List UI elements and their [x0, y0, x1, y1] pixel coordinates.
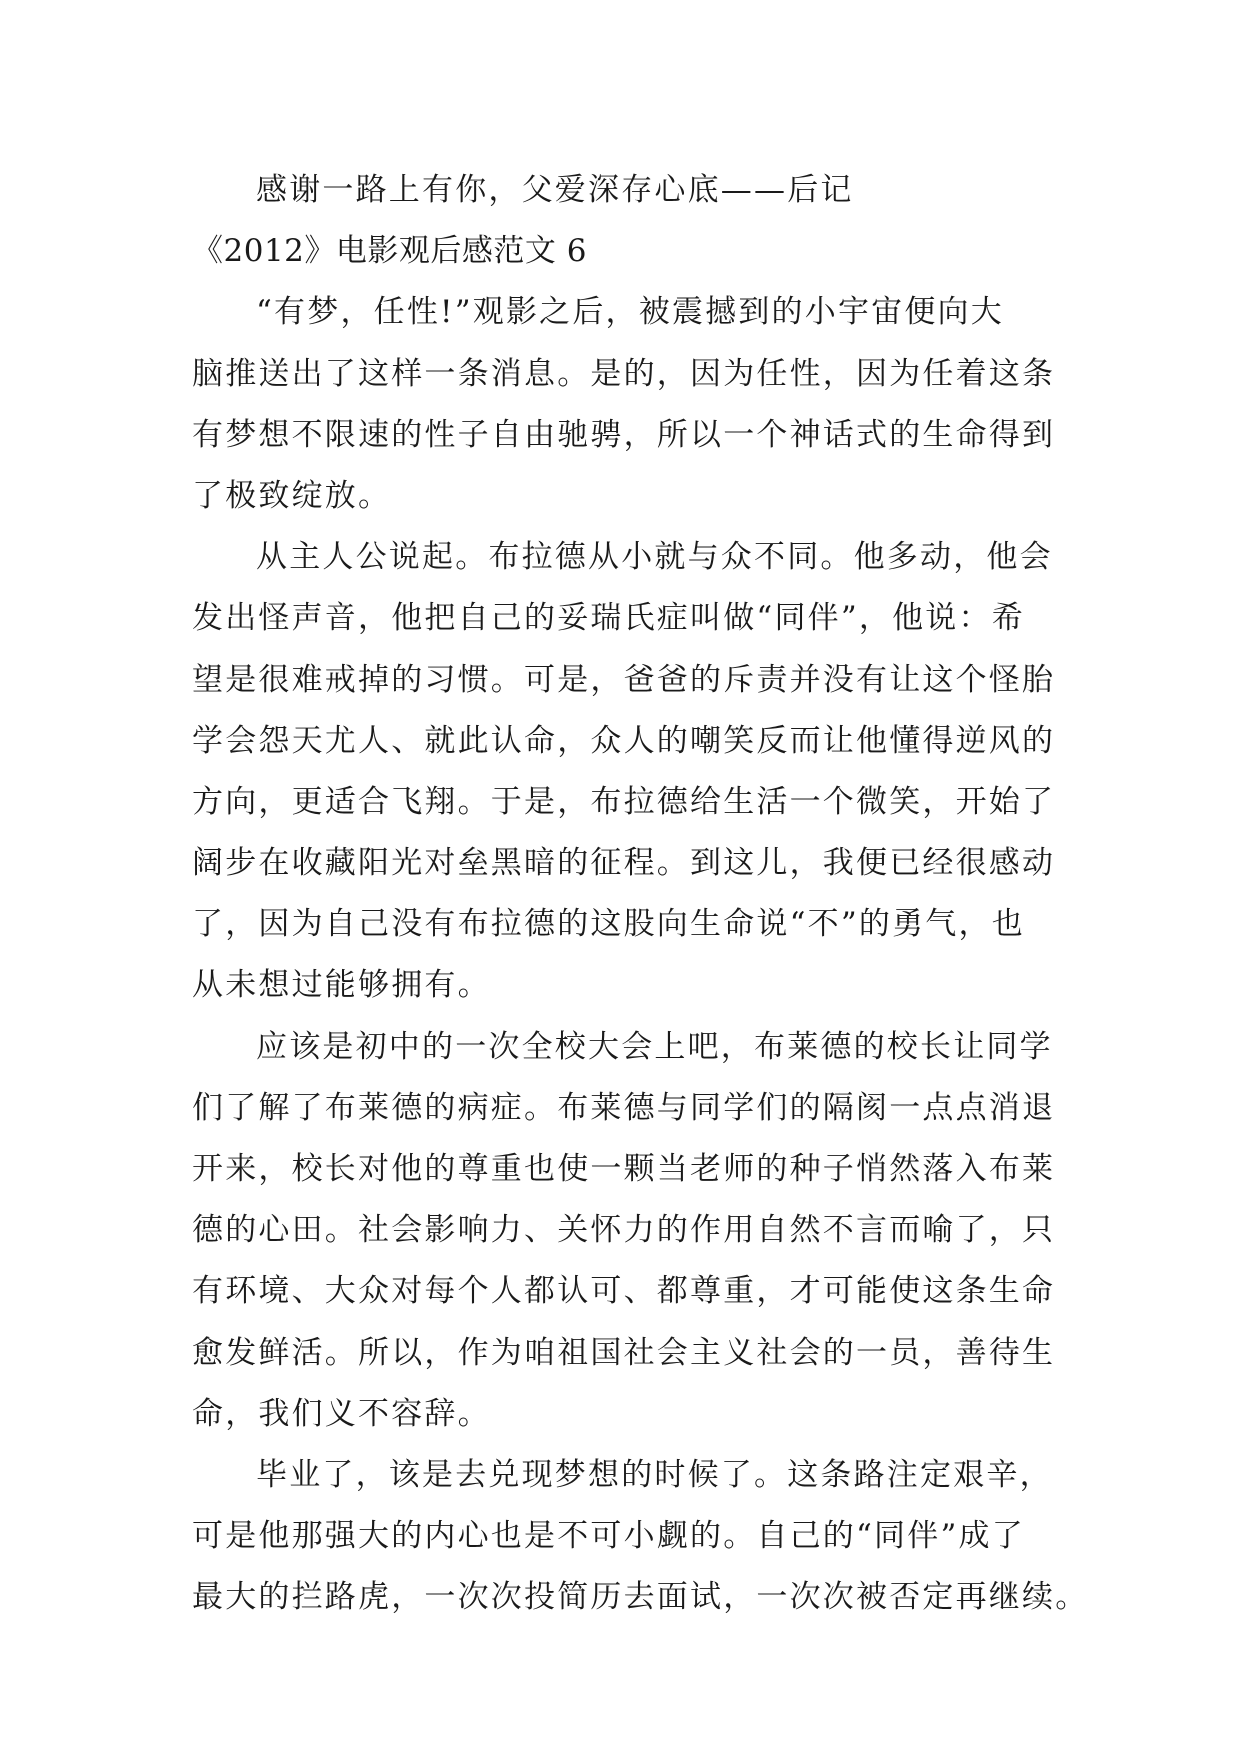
paragraph-2-line-5: 方向，更适合飞翔。于是，布拉德给生活一个微笑，开始了	[192, 783, 1056, 820]
paragraph-2-line-1: 从主人公说起。布拉德从小就与众不同。他多动，他会	[256, 539, 1053, 576]
paragraph-4-line-1: 毕业了，该是去兑现梦想的时候了。这条路注定艰辛，	[256, 1456, 1053, 1493]
paragraph-4-line-2: 可是他那强大的内心也是不可小觑的。自己的“同伴”成了	[192, 1518, 1025, 1555]
document-body	[192, 160, 1089, 1629]
paragraph-3-line-3: 开来，校长对他的尊重也使一颗当老师的种子悄然落入布莱	[192, 1151, 1056, 1187]
closing-line: 感谢一路上有你，父爱深存心底——后记	[256, 172, 854, 208]
paragraph-1-line-2: 脑推送出了这样一条消息。是的，因为任性，因为任着这条	[192, 355, 1056, 392]
paragraph-3-line-4: 德的心田。社会影响力、关怀力的作用自然不言而喻了，只	[192, 1212, 1056, 1249]
paragraph-4-line-3: 最大的拦路虎，一次次投简历去面试，一次次被否定再继续。	[192, 1579, 1089, 1616]
paragraph-3-line-5: 有环境、大众对每个人都认可、都尊重，才可能使这条生命	[192, 1273, 1056, 1310]
paragraph-2-line-6: 阔步在收藏阳光对垒黑暗的征程。到这儿，我便已经很感动	[192, 845, 1056, 882]
paragraph-2-line-8: 从未想过能够拥有。	[192, 967, 491, 1004]
paragraph-3-line-1: 应该是初中的一次全校大会上吧，布莱德的校长让同学	[256, 1028, 1053, 1065]
paragraph-3-line-7: 命，我们义不容辞。	[192, 1395, 491, 1432]
paragraph-2-line-4: 学会怨天尤人、就此认命，众人的嘲笑反而让他懂得逆风的	[192, 722, 1056, 759]
paragraph-3-line-2: 们了解了布莱德的病症。布莱德与同学们的隔阂一点点消退	[192, 1089, 1056, 1126]
paragraph-1-line-3: 有梦想不限速的性子自由驰骋，所以一个神话式的生命得到	[192, 416, 1056, 453]
paragraph-2-line-3: 望是很难戒掉的习惯。可是，爸爸的斥责并没有让这个怪胎	[192, 661, 1056, 698]
paragraph-2-line-7: 了，因为自己没有布拉德的这股向生命说“不”的勇气，也	[192, 906, 1025, 943]
paragraph-1-line-4: 了极致绽放。	[192, 477, 392, 514]
paragraph-1-line-1: “有梦，任性!”观影之后，被震撼到的小宇宙便向大	[256, 294, 1004, 331]
section-title: 《2012》电影观后感范文 6	[192, 233, 587, 270]
paragraph-2-line-2: 发出怪声音，他把自己的妥瑞氏症叫做“同伴”，他说：希	[192, 600, 1025, 637]
paragraph-3-line-6: 愈发鲜活。所以，作为咱祖国社会主义社会的一员，善待生	[192, 1334, 1056, 1371]
